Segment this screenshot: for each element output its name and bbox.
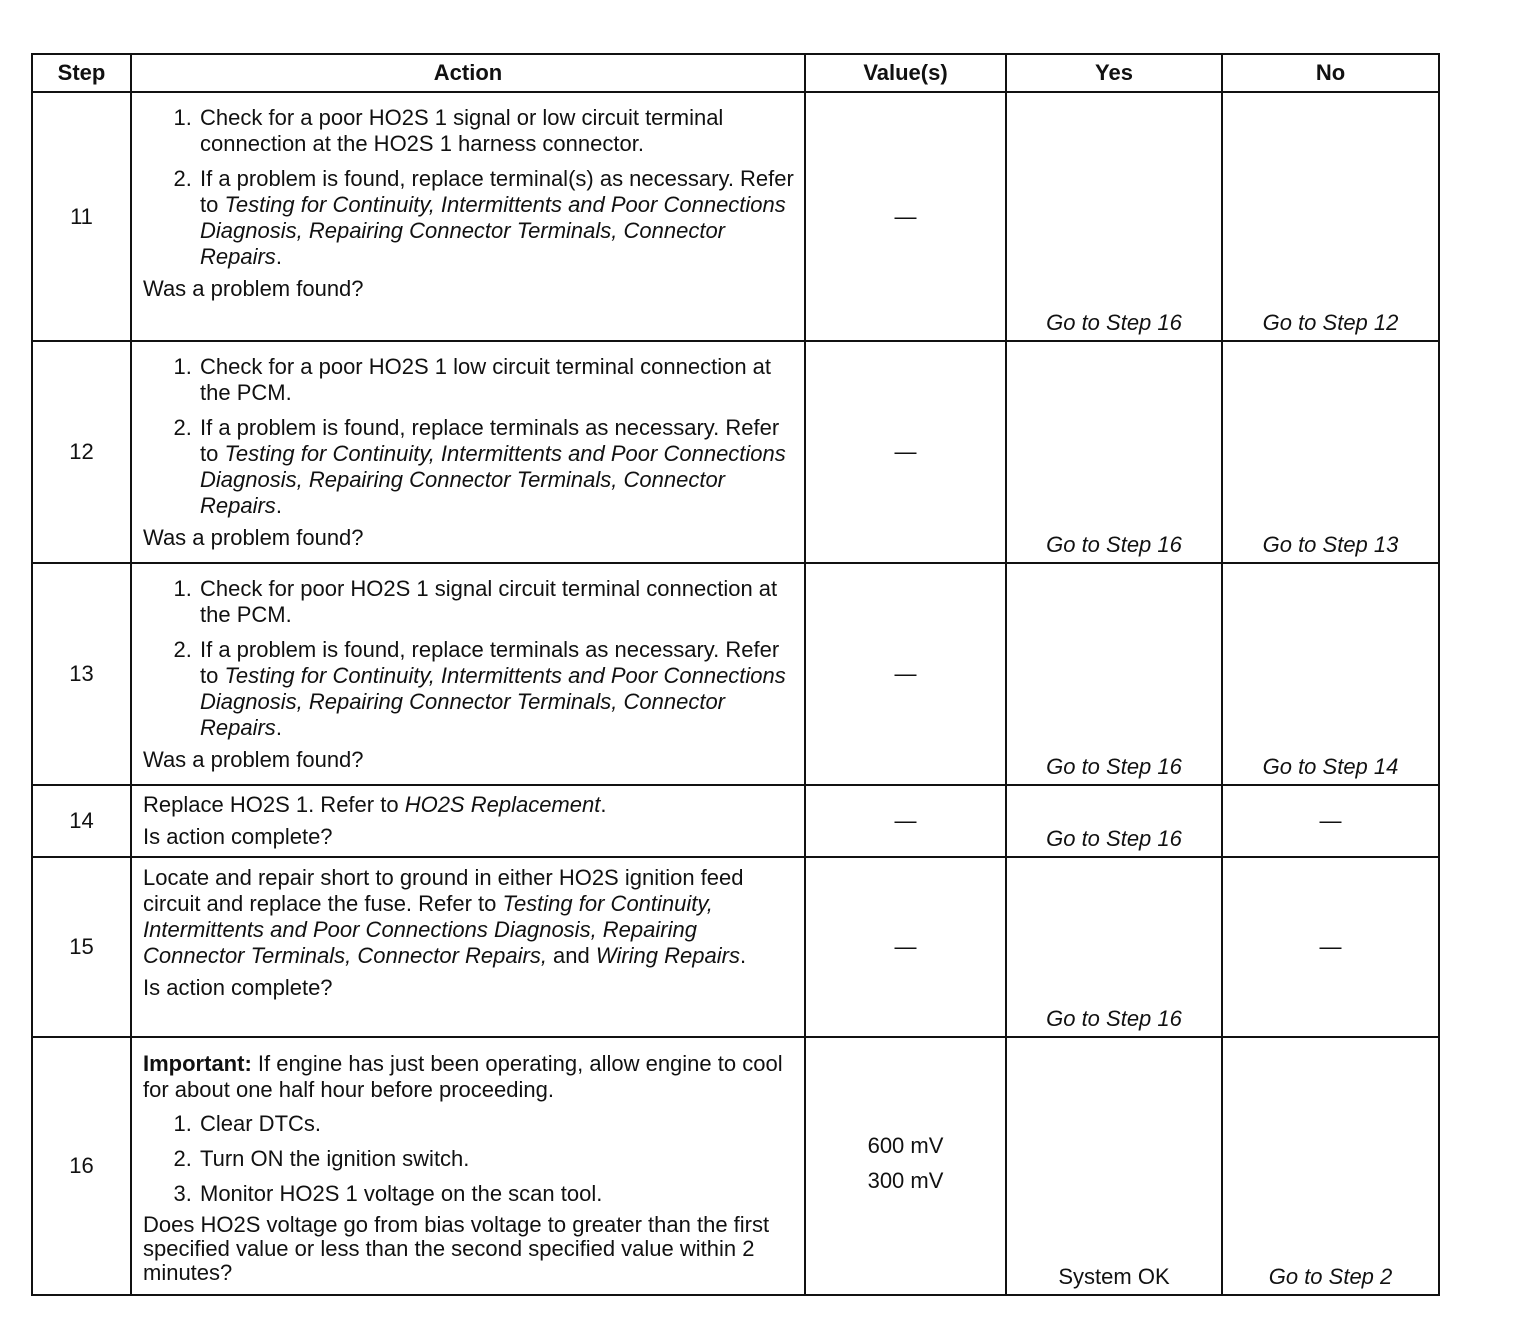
action-item: 3. Monitor HO2S 1 voltage on the scan tool. <box>198 1181 794 1207</box>
step-number: 13 <box>32 563 131 785</box>
step-number: 14 <box>32 785 131 857</box>
value-dash: — <box>894 934 917 959</box>
question-text: Does HO2S voltage go from bias voltage to greater than the first specified value or less than the second specified value within 2 minutes? <box>143 1212 770 1285</box>
step-row-12 <box>32 341 1439 563</box>
question-text: Is action complete? <box>143 975 333 1000</box>
no-dash: — <box>1319 808 1342 833</box>
yes-cell <box>1006 857 1222 1037</box>
second-specified-value: 300 mV <box>867 1168 944 1193</box>
value-cell <box>805 92 1006 341</box>
reference-link-text: Testing for Continuity, Intermittents and Poor Connections Diagnosis, Repairing Connector Terminals, Connector Repairs <box>200 441 786 518</box>
action-list <box>143 1111 794 1207</box>
action-cell <box>131 857 805 1037</box>
important-label: Important: <box>143 1051 252 1076</box>
action-cell <box>131 563 805 785</box>
yes-result: System OK <box>1058 1264 1170 1289</box>
reference-link-text: Testing for Continuity, Intermittents and Poor Connections Diagnosis, Repairing Connector Terminals, Connector Repairs <box>200 663 786 740</box>
reference-link-text: HO2S Replacement <box>404 792 601 817</box>
step-row-13 <box>32 563 1439 785</box>
step-row-16 <box>32 1037 1439 1295</box>
value-dash: — <box>894 661 917 686</box>
step-number: 15 <box>32 857 131 1037</box>
value-cell <box>805 1037 1006 1295</box>
diagnostic-steps-table <box>31 53 1440 1296</box>
reference-link-text: Testing for Continuity, Intermittents and Poor Connections Diagnosis, Repairing Connector Terminals, Connector Repairs, <box>143 891 713 968</box>
step-row-15 <box>32 857 1439 1037</box>
no-goto: Go to Step 12 <box>1262 310 1399 335</box>
value-cell <box>805 857 1006 1037</box>
action-text: Replace HO2S 1. Refer to HO2S Replacement. <box>143 792 607 817</box>
yes-cell <box>1006 1037 1222 1295</box>
value-cell <box>805 563 1006 785</box>
step-row-14 <box>32 785 1439 857</box>
header-row <box>32 54 1439 92</box>
no-dash: — <box>1319 934 1342 959</box>
action-item: 1. Check for a poor HO2S 1 signal or low circuit terminal connection at the HO2S 1 harness connector. <box>198 105 794 157</box>
action-cell <box>131 1037 805 1295</box>
no-goto: Go to Step 13 <box>1262 532 1399 557</box>
no-cell <box>1222 92 1439 341</box>
header-action: Action <box>131 54 805 92</box>
no-cell <box>1222 857 1439 1037</box>
action-item: 2. If a problem is found, replace terminal(s) as necessary. Refer to Testing for Continuity, Intermittents and Poor Connections Diagnosis, Repairing Connector Terminals, Connector Repairs. <box>198 166 794 270</box>
action-item: 1. Clear DTCs. <box>198 1111 794 1137</box>
action-item: 2. Turn ON the ignition switch. <box>198 1146 794 1172</box>
value-dash: — <box>894 808 917 833</box>
action-item: 1. Check for a poor HO2S 1 low circuit terminal connection at the PCM. <box>198 354 794 406</box>
action-list <box>143 354 794 519</box>
important-note: Important: If engine has just been operating, allow engine to cool for about one half hour before proceeding. <box>143 1051 783 1102</box>
header-no: No <box>1222 54 1439 92</box>
header-values: Value(s) <box>805 54 1006 92</box>
header-yes: Yes <box>1006 54 1222 92</box>
question-text: Was a problem found? <box>143 747 364 772</box>
no-goto: Go to Step 2 <box>1268 1264 1393 1289</box>
no-cell <box>1222 785 1439 857</box>
value-cell <box>805 341 1006 563</box>
yes-goto: Go to Step 16 <box>1046 754 1182 779</box>
no-cell <box>1222 1037 1439 1295</box>
action-item: 1. Check for poor HO2S 1 signal circuit terminal connection at the PCM. <box>198 576 794 628</box>
yes-cell <box>1006 92 1222 341</box>
question-text: Was a problem found? <box>143 276 364 301</box>
question-text: Is action complete? <box>143 824 333 849</box>
step-number: 12 <box>32 341 131 563</box>
action-item: 2. If a problem is found, replace terminals as necessary. Refer to Testing for Continuity, Intermittents and Poor Connections Diagnosis, Repairing Connector Terminals, Connector Repairs. <box>198 637 794 741</box>
action-cell <box>131 341 805 563</box>
action-text: Locate and repair short to ground in either HO2S ignition feed circuit and replace the fuse. Refer to Testing for Continuity, Intermittents and Poor Connections Diagnosis, Repairing Connector Terminals, Connector Repairs, and Wiring Repairs. <box>143 865 747 968</box>
action-cell <box>131 92 805 341</box>
yes-cell <box>1006 785 1222 857</box>
no-goto: Go to Step 14 <box>1262 754 1399 779</box>
yes-goto: Go to Step 16 <box>1046 310 1182 335</box>
header-step: Step <box>32 54 131 92</box>
yes-cell <box>1006 563 1222 785</box>
action-item: 2. If a problem is found, replace terminals as necessary. Refer to Testing for Continuity, Intermittents and Poor Connections Diagnosis, Repairing Connector Terminals, Connector Repairs. <box>198 415 794 519</box>
question-text: Was a problem found? <box>143 525 364 550</box>
value-cell <box>805 785 1006 857</box>
step-row-11 <box>32 92 1439 341</box>
step-number: 16 <box>32 1037 131 1295</box>
step-number: 11 <box>32 92 131 341</box>
value-dash: — <box>894 439 917 464</box>
first-specified-value: 600 mV <box>867 1133 944 1158</box>
reference-link-text: Wiring Repairs <box>595 943 740 968</box>
yes-goto: Go to Step 16 <box>1046 1006 1182 1031</box>
no-cell <box>1222 341 1439 563</box>
yes-cell <box>1006 341 1222 563</box>
action-list <box>143 105 794 270</box>
yes-goto: Go to Step 16 <box>1046 532 1182 557</box>
action-cell <box>131 785 805 857</box>
action-list <box>143 576 794 741</box>
yes-goto: Go to Step 16 <box>1046 826 1182 851</box>
value-dash: — <box>894 203 917 229</box>
reference-link-text: Testing for Continuity, Intermittents and Poor Connections Diagnosis, Repairing Connector Terminals, Connector Repairs <box>200 192 786 269</box>
no-cell <box>1222 563 1439 785</box>
